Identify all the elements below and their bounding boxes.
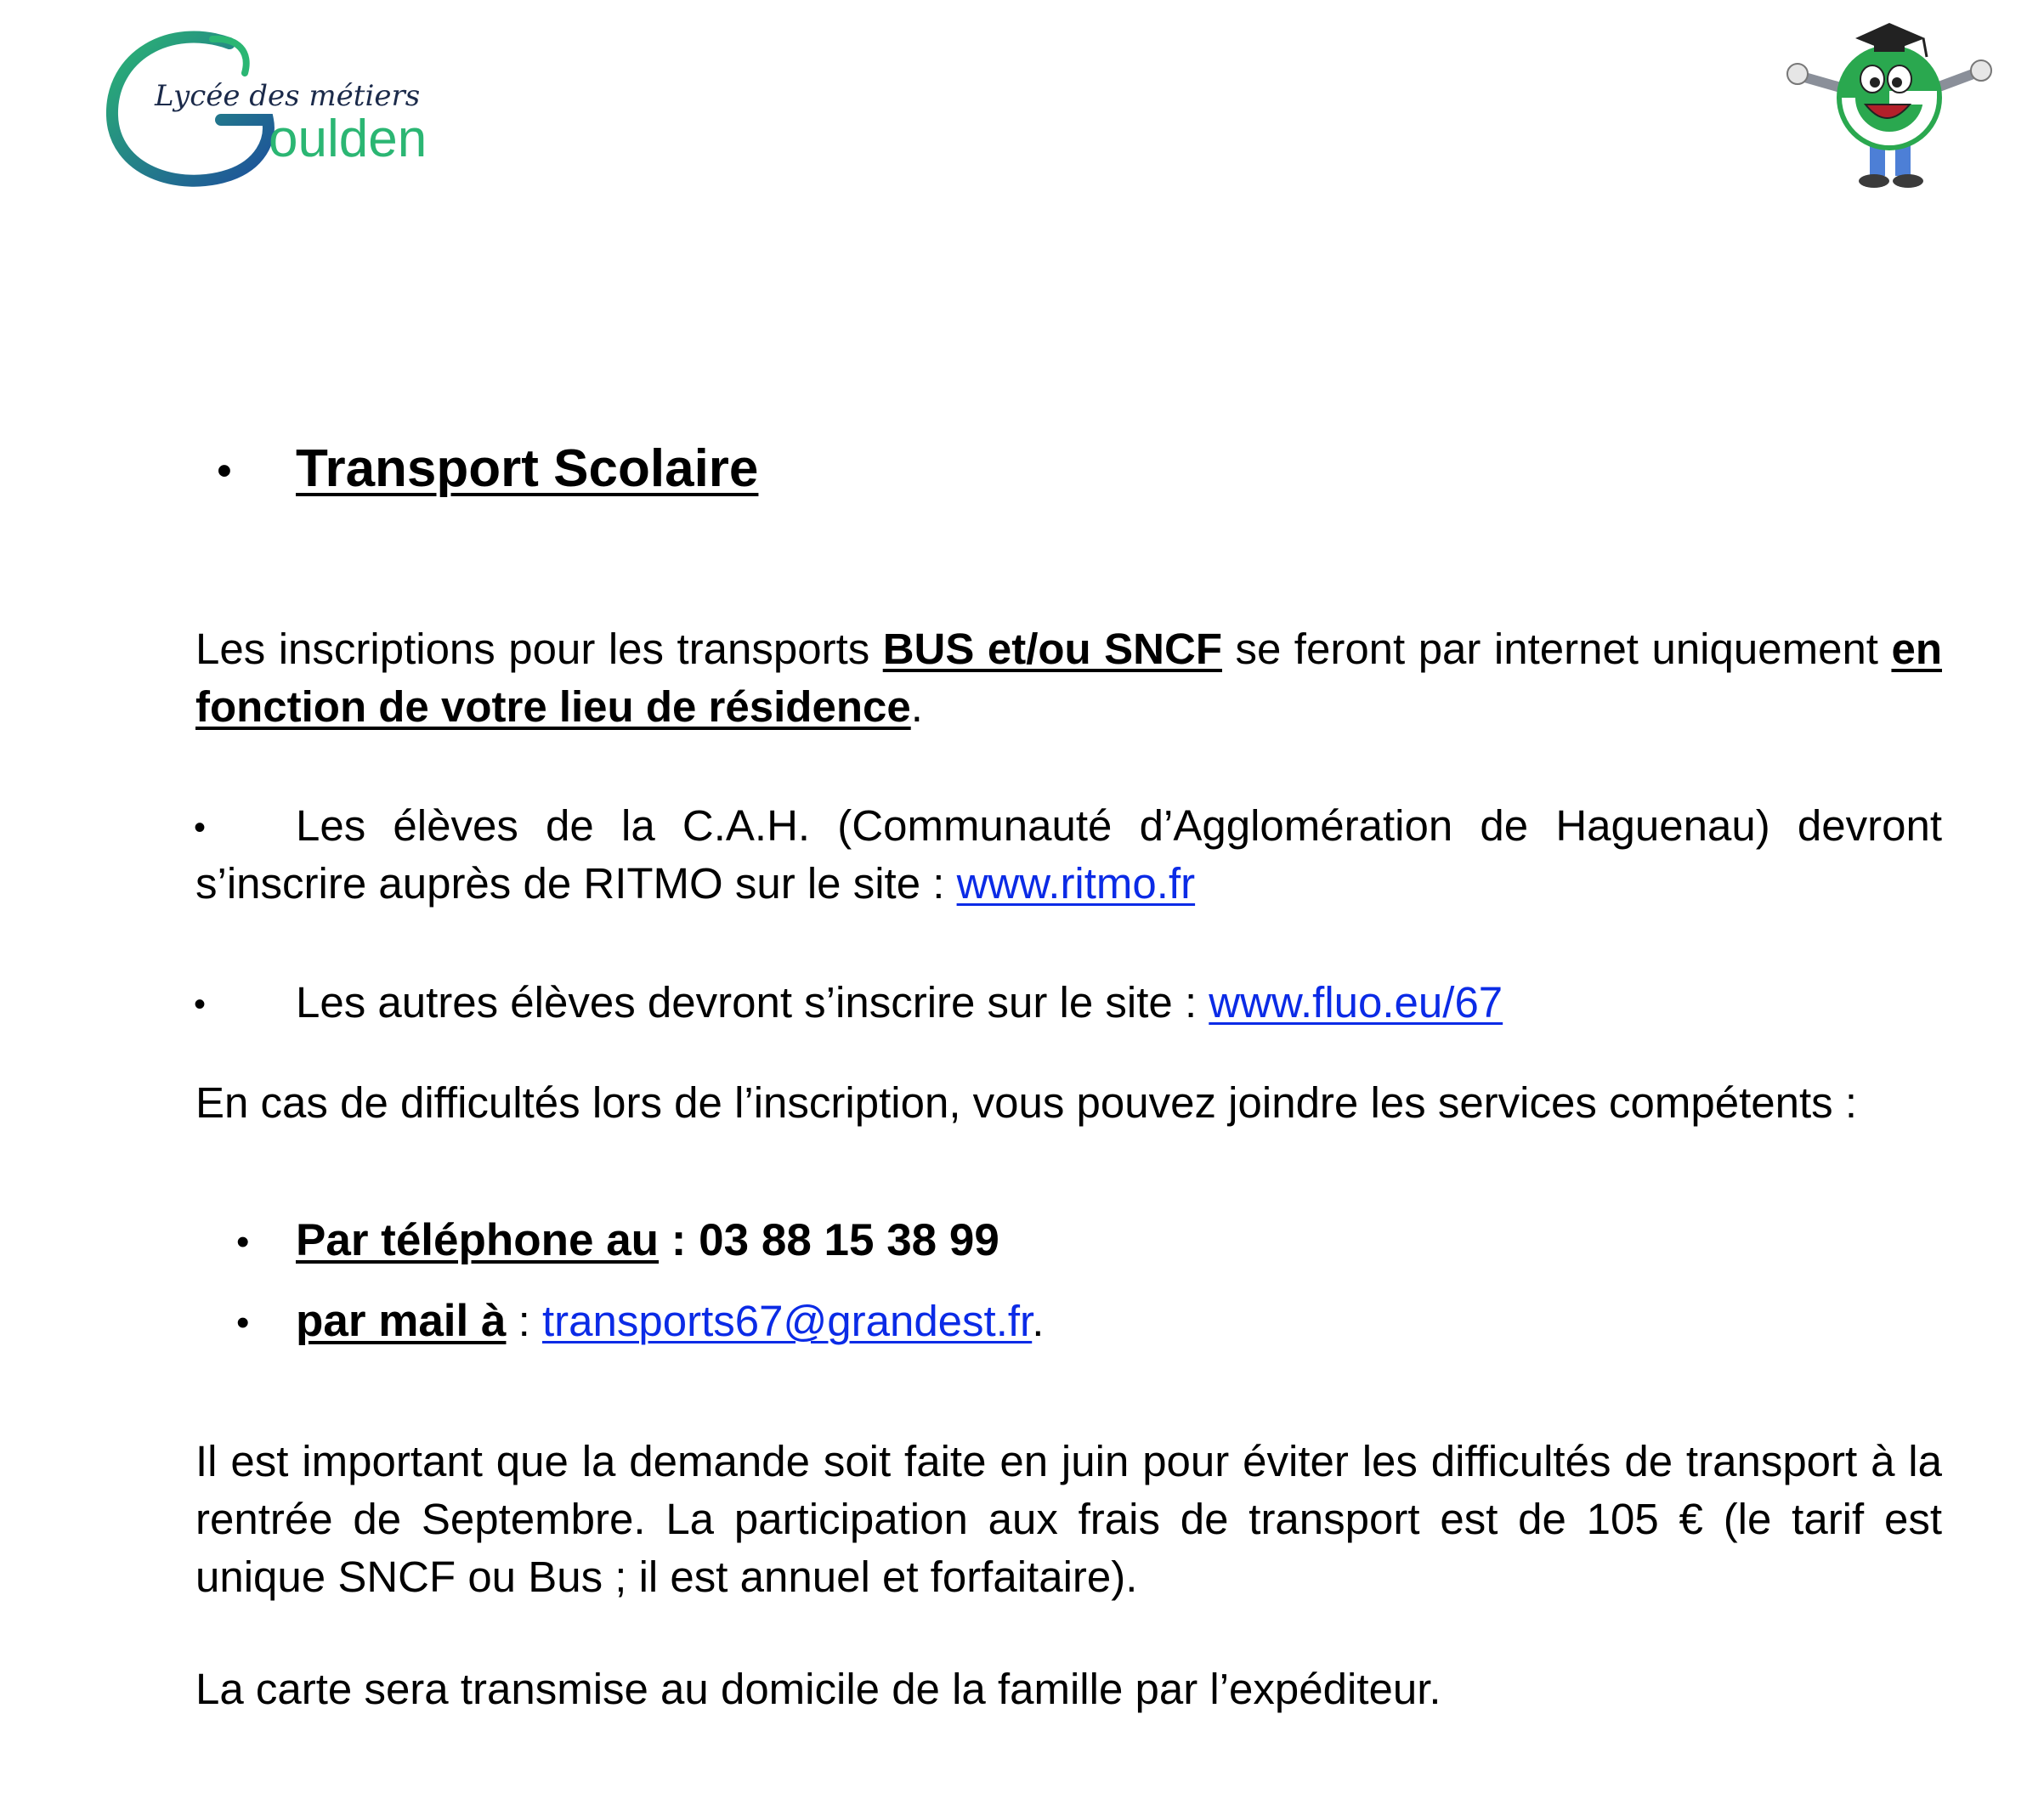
phone-number: : 03 88 15 38 99: [659, 1215, 999, 1265]
mail-label: par mail à: [296, 1296, 507, 1346]
intro-text-1: Les inscriptions pour les transports: [195, 625, 883, 673]
svg-text:oulden: oulden: [269, 110, 427, 168]
ritmo-link[interactable]: www.ritmo.fr: [956, 859, 1196, 908]
mail-bullet: •: [236, 1302, 250, 1343]
intro-bold-transports: BUS et/ou SNCF: [882, 625, 1222, 673]
lycee-goulden-logo: [102, 22, 459, 192]
difficulties-paragraph: [195, 1074, 1942, 1132]
closing-text: La carte sera transmise au domicile de la famille par l’expéditeur.: [195, 1665, 1441, 1713]
svg-text:Lycée des métiers: Lycée des métiers: [155, 79, 421, 113]
mail-link[interactable]: transports67@grandest.fr: [541, 1297, 1033, 1345]
mail-separator: :: [506, 1297, 542, 1345]
intro-bold-residence: en fonction de votre lieu de résidence: [195, 625, 1942, 731]
bullet-cah-paragraph: [195, 797, 1942, 913]
bullet-cah-text: Les élèves de la C.A.H. (Communauté d’Agglomération de Haguenau) devront s’inscrire auprès de RITMO sur le site :: [195, 801, 1942, 908]
intro-text-3: .: [910, 682, 923, 731]
phone-bullet: •: [236, 1221, 250, 1263]
contact-phone-line: [296, 1212, 999, 1270]
fluo-link[interactable]: www.fluo.eu/67: [1209, 978, 1503, 1027]
section-title: Transport Scolaire: [296, 439, 759, 498]
important-paragraph: [195, 1433, 1942, 1606]
intro-paragraph: [195, 620, 1942, 736]
bullet-others-text: Les autres élèves devront s’inscrire sur le site :: [296, 978, 1209, 1027]
contact-mail-line: [296, 1292, 1044, 1350]
phone-label: Par téléphone au: [296, 1215, 660, 1265]
bullet-others-dot: •: [194, 986, 207, 1023]
closing-paragraph: [195, 1660, 1942, 1718]
bullet-others-paragraph: [296, 974, 1503, 1032]
mascot-illustration: [1781, 13, 1997, 191]
bullet-cah-dot: •: [194, 809, 207, 846]
important-text: Il est important que la demande soit faite en juin pour éviter les difficultés de transport à la rentrée de Septembre. La participation aux frais de transport est de 105 € (le tarif est unique SNCF ou Bus ; il est annuel et forfaitaire).: [195, 1437, 1942, 1601]
mail-end: .: [1032, 1297, 1045, 1345]
intro-text-2: se feront par internet uniquement: [1222, 625, 1892, 673]
difficulties-text: En cas de difficultés lors de l’inscription, vous pouvez joindre les services compétents :: [195, 1078, 1858, 1127]
title-bullet: •: [217, 446, 232, 495]
